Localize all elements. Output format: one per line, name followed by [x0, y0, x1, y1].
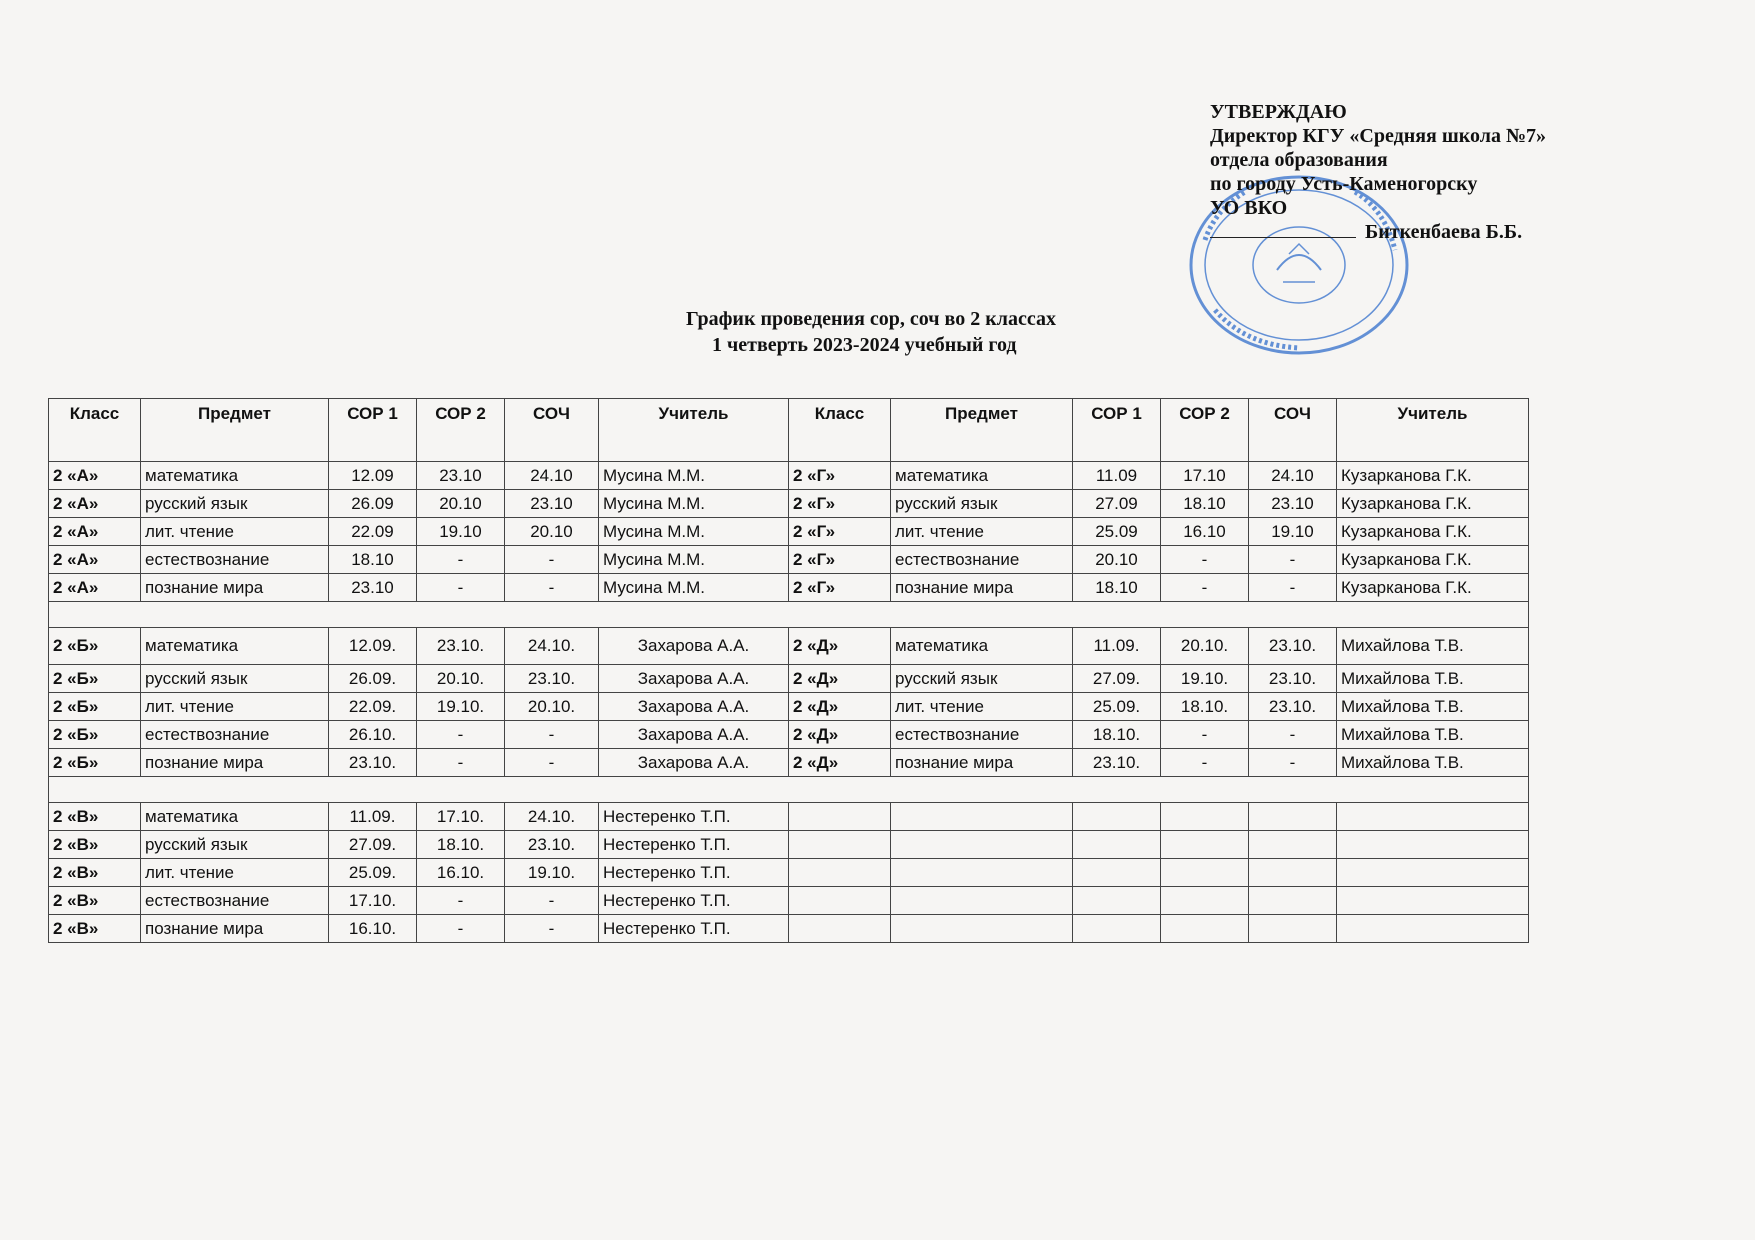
approval-region-line: УО ВКО	[1210, 197, 1288, 219]
col-header-class: Класс	[49, 399, 141, 462]
cell-subject-right: математика	[891, 462, 1073, 490]
cell-teacher-right	[1337, 915, 1529, 943]
cell-class-right: 2 «Д»	[789, 628, 891, 665]
cell-teacher-right	[1337, 831, 1529, 859]
cell-sor1-right: 11.09.	[1073, 628, 1161, 665]
cell-teacher-right: Кузарканова Г.К.	[1337, 574, 1529, 602]
signature-line	[1210, 220, 1730, 244]
cell-sor1-right: 18.10.	[1073, 721, 1161, 749]
cell-subject-right: познание мира	[891, 574, 1073, 602]
cell-class: 2 «В»	[49, 831, 141, 859]
cell-teacher-right	[1337, 859, 1529, 887]
table-row	[49, 721, 1529, 749]
cell-teacher: Мусина М.М.	[599, 490, 789, 518]
cell-class-right: 2 «Д»	[789, 665, 891, 693]
cell-soch: 23.10.	[505, 831, 599, 859]
cell-teacher-right: Кузарканова Г.К.	[1337, 546, 1529, 574]
col-header-teacher: Учитель	[599, 399, 789, 462]
table-row	[49, 693, 1529, 721]
table-row	[49, 628, 1529, 665]
cell-subject-right: лит. чтение	[891, 693, 1073, 721]
cell-class: 2 «А»	[49, 546, 141, 574]
cell-class-right	[789, 859, 891, 887]
cell-soch-right: 23.10	[1249, 490, 1337, 518]
cell-soch-right: 23.10.	[1249, 665, 1337, 693]
cell-subject-right	[891, 887, 1073, 915]
cell-soch-right	[1249, 915, 1337, 943]
cell-soch: -	[505, 721, 599, 749]
table-row	[49, 803, 1529, 831]
cell-subject-right: познание мира	[891, 749, 1073, 777]
cell-teacher: Захарова А.А.	[599, 628, 789, 665]
table-row	[49, 574, 1529, 602]
cell-sor1-right: 25.09	[1073, 518, 1161, 546]
table-row	[49, 546, 1529, 574]
cell-teacher-right: Михайлова Т.В.	[1337, 749, 1529, 777]
cell-teacher-right: Кузарканова Г.К.	[1337, 490, 1529, 518]
cell-sor1: 17.10.	[329, 887, 417, 915]
cell-soch-right	[1249, 803, 1337, 831]
cell-sor2-right: -	[1161, 574, 1249, 602]
approval-director-line: Директор КГУ «Средняя школа №7»	[1210, 125, 1547, 147]
cell-teacher: Захарова А.А.	[599, 665, 789, 693]
title-line-2: 1 четверть 2023-2024 учебный год	[712, 334, 1017, 356]
table-row	[49, 859, 1529, 887]
cell-class-right	[789, 887, 891, 915]
cell-class: 2 «Б»	[49, 721, 141, 749]
cell-teacher: Мусина М.М.	[599, 518, 789, 546]
table-row	[49, 749, 1529, 777]
cell-subject: естествознание	[141, 721, 329, 749]
cell-class: 2 «А»	[49, 490, 141, 518]
cell-class-right	[789, 831, 891, 859]
cell-soch: 24.10.	[505, 628, 599, 665]
cell-sor1-right: 20.10	[1073, 546, 1161, 574]
cell-subject: русский язык	[141, 665, 329, 693]
cell-sor2-right	[1161, 859, 1249, 887]
cell-subject-right: естествознание	[891, 546, 1073, 574]
col-header-sor2-right: СОР 2	[1161, 399, 1249, 462]
cell-subject: лит. чтение	[141, 859, 329, 887]
title-line-1: График проведения сор, соч во 2 классах	[686, 308, 1056, 330]
approval-heading: УТВЕРЖДАЮ	[1210, 101, 1347, 123]
approval-city-line: по городу Усть-Каменогорску	[1210, 173, 1478, 195]
cell-teacher-right	[1337, 803, 1529, 831]
cell-class: 2 «В»	[49, 887, 141, 915]
cell-soch-right: -	[1249, 574, 1337, 602]
cell-class-right	[789, 915, 891, 943]
cell-sor2: -	[417, 574, 505, 602]
cell-sor1: 25.09.	[329, 859, 417, 887]
col-header-subject: Предмет	[141, 399, 329, 462]
cell-subject-right: русский язык	[891, 490, 1073, 518]
cell-subject-right	[891, 803, 1073, 831]
col-header-subject-right: Предмет	[891, 399, 1073, 462]
table-row	[49, 665, 1529, 693]
approval-department-line: отдела образования	[1210, 149, 1388, 171]
cell-sor1: 11.09.	[329, 803, 417, 831]
cell-sor1-right	[1073, 803, 1161, 831]
cell-soch-right: -	[1249, 546, 1337, 574]
cell-subject: русский язык	[141, 490, 329, 518]
cell-subject-right: естествознание	[891, 721, 1073, 749]
cell-sor1: 23.10.	[329, 749, 417, 777]
cell-sor2: -	[417, 749, 505, 777]
cell-soch: 24.10.	[505, 803, 599, 831]
cell-teacher-right: Михайлова Т.В.	[1337, 665, 1529, 693]
cell-sor1-right: 27.09.	[1073, 665, 1161, 693]
table-row	[49, 831, 1529, 859]
cell-soch-right: 23.10.	[1249, 628, 1337, 665]
cell-sor1-right	[1073, 859, 1161, 887]
cell-sor1-right	[1073, 831, 1161, 859]
cell-teacher-right: Кузарканова Г.К.	[1337, 518, 1529, 546]
separator-cell	[49, 777, 1529, 803]
cell-sor2: -	[417, 721, 505, 749]
cell-subject-right: русский язык	[891, 665, 1073, 693]
cell-subject-right	[891, 859, 1073, 887]
cell-teacher-right: Михайлова Т.В.	[1337, 721, 1529, 749]
signature-name: Биткенбаева Б.Б.	[1365, 221, 1523, 243]
cell-sor2: -	[417, 546, 505, 574]
cell-class: 2 «А»	[49, 462, 141, 490]
cell-soch: 23.10	[505, 490, 599, 518]
table-row	[49, 915, 1529, 943]
cell-class: 2 «Б»	[49, 749, 141, 777]
cell-sor2-right: 18.10	[1161, 490, 1249, 518]
cell-subject: математика	[141, 803, 329, 831]
cell-class: 2 «В»	[49, 859, 141, 887]
cell-class: 2 «В»	[49, 915, 141, 943]
cell-sor2: 18.10.	[417, 831, 505, 859]
cell-soch-right	[1249, 887, 1337, 915]
cell-sor1-right: 27.09	[1073, 490, 1161, 518]
cell-soch: 24.10	[505, 462, 599, 490]
cell-sor1: 23.10	[329, 574, 417, 602]
cell-teacher: Мусина М.М.	[599, 546, 789, 574]
cell-sor1: 22.09.	[329, 693, 417, 721]
cell-sor2: -	[417, 887, 505, 915]
cell-sor2: 16.10.	[417, 859, 505, 887]
cell-teacher: Нестеренко Т.П.	[599, 803, 789, 831]
table-row	[49, 490, 1529, 518]
cell-soch-right: 23.10.	[1249, 693, 1337, 721]
cell-subject-right	[891, 831, 1073, 859]
cell-teacher: Мусина М.М.	[599, 574, 789, 602]
cell-sor1-right	[1073, 887, 1161, 915]
cell-sor2: 20.10.	[417, 665, 505, 693]
cell-teacher: Захарова А.А.	[599, 749, 789, 777]
cell-sor2: 20.10	[417, 490, 505, 518]
cell-sor2-right: 17.10	[1161, 462, 1249, 490]
cell-subject: математика	[141, 462, 329, 490]
cell-subject-right: лит. чтение	[891, 518, 1073, 546]
cell-sor2: -	[417, 915, 505, 943]
cell-subject: естествознание	[141, 887, 329, 915]
col-header-sor1-right: СОР 1	[1073, 399, 1161, 462]
cell-sor2-right: 20.10.	[1161, 628, 1249, 665]
cell-class-right: 2 «Г»	[789, 462, 891, 490]
cell-teacher: Мусина М.М.	[599, 462, 789, 490]
cell-sor2-right: 16.10	[1161, 518, 1249, 546]
cell-sor1-right	[1073, 915, 1161, 943]
table-row	[49, 462, 1529, 490]
separator-cell	[49, 602, 1529, 628]
cell-class: 2 «А»	[49, 574, 141, 602]
approval-block	[1210, 100, 1730, 244]
cell-soch: 20.10	[505, 518, 599, 546]
table-row	[49, 518, 1529, 546]
cell-sor2: 17.10.	[417, 803, 505, 831]
cell-class-right: 2 «Г»	[789, 574, 891, 602]
cell-teacher: Захарова А.А.	[599, 693, 789, 721]
schedule-table	[48, 398, 1529, 943]
cell-subject: познание мира	[141, 915, 329, 943]
cell-soch-right: 24.10	[1249, 462, 1337, 490]
cell-sor2-right: 18.10.	[1161, 693, 1249, 721]
document-title	[560, 306, 1260, 358]
cell-sor2-right: 19.10.	[1161, 665, 1249, 693]
cell-sor2-right: -	[1161, 721, 1249, 749]
cell-teacher: Нестеренко Т.П.	[599, 859, 789, 887]
cell-class-right: 2 «Г»	[789, 490, 891, 518]
col-header-sor2: СОР 2	[417, 399, 505, 462]
cell-soch-right	[1249, 831, 1337, 859]
cell-sor2-right	[1161, 803, 1249, 831]
cell-teacher: Нестеренко Т.П.	[599, 831, 789, 859]
cell-soch-right: -	[1249, 749, 1337, 777]
cell-soch: -	[505, 915, 599, 943]
cell-subject: естествознание	[141, 546, 329, 574]
group-separator-row	[49, 777, 1529, 803]
cell-sor1: 26.10.	[329, 721, 417, 749]
cell-soch-right: -	[1249, 721, 1337, 749]
cell-soch-right	[1249, 859, 1337, 887]
cell-teacher-right: Михайлова Т.В.	[1337, 628, 1529, 665]
cell-class-right: 2 «Г»	[789, 546, 891, 574]
cell-soch-right: 19.10	[1249, 518, 1337, 546]
cell-sor1: 12.09	[329, 462, 417, 490]
cell-soch: -	[505, 887, 599, 915]
cell-sor2-right	[1161, 915, 1249, 943]
cell-subject: математика	[141, 628, 329, 665]
cell-class: 2 «Б»	[49, 628, 141, 665]
cell-sor1: 26.09	[329, 490, 417, 518]
cell-sor1-right: 11.09	[1073, 462, 1161, 490]
cell-teacher-right	[1337, 887, 1529, 915]
cell-class: 2 «А»	[49, 518, 141, 546]
cell-soch: -	[505, 546, 599, 574]
col-header-soch-right: СОЧ	[1249, 399, 1337, 462]
cell-sor1: 22.09	[329, 518, 417, 546]
cell-teacher: Нестеренко Т.П.	[599, 887, 789, 915]
header-row	[49, 399, 1529, 462]
cell-soch: 19.10.	[505, 859, 599, 887]
cell-class-right: 2 «Д»	[789, 693, 891, 721]
col-header-soch: СОЧ	[505, 399, 599, 462]
cell-subject: лит. чтение	[141, 693, 329, 721]
cell-teacher: Нестеренко Т.П.	[599, 915, 789, 943]
cell-subject: лит. чтение	[141, 518, 329, 546]
cell-soch: 23.10.	[505, 665, 599, 693]
cell-soch: 20.10.	[505, 693, 599, 721]
cell-class-right: 2 «Г»	[789, 518, 891, 546]
cell-teacher-right: Михайлова Т.В.	[1337, 693, 1529, 721]
cell-subject: познание мира	[141, 749, 329, 777]
cell-sor2-right	[1161, 831, 1249, 859]
cell-teacher-right: Кузарканова Г.К.	[1337, 462, 1529, 490]
cell-sor1: 18.10	[329, 546, 417, 574]
cell-sor1: 12.09.	[329, 628, 417, 665]
cell-class: 2 «Б»	[49, 665, 141, 693]
cell-sor2-right: -	[1161, 749, 1249, 777]
table-row	[49, 887, 1529, 915]
col-header-teacher-right: Учитель	[1337, 399, 1529, 462]
cell-subject-right	[891, 915, 1073, 943]
cell-sor1: 16.10.	[329, 915, 417, 943]
cell-sor1: 27.09.	[329, 831, 417, 859]
cell-soch: -	[505, 749, 599, 777]
cell-teacher: Захарова А.А.	[599, 721, 789, 749]
cell-sor2: 23.10	[417, 462, 505, 490]
cell-sor1-right: 25.09.	[1073, 693, 1161, 721]
cell-class: 2 «В»	[49, 803, 141, 831]
col-header-class-right: Класс	[789, 399, 891, 462]
cell-class-right	[789, 803, 891, 831]
cell-class-right: 2 «Д»	[789, 749, 891, 777]
cell-subject: познание мира	[141, 574, 329, 602]
cell-sor2: 23.10.	[417, 628, 505, 665]
cell-sor1-right: 18.10	[1073, 574, 1161, 602]
cell-sor1: 26.09.	[329, 665, 417, 693]
cell-class: 2 «Б»	[49, 693, 141, 721]
cell-sor2-right: -	[1161, 546, 1249, 574]
cell-sor2-right	[1161, 887, 1249, 915]
cell-sor1-right: 23.10.	[1073, 749, 1161, 777]
cell-subject-right: математика	[891, 628, 1073, 665]
cell-class-right: 2 «Д»	[789, 721, 891, 749]
signature-blank	[1210, 223, 1356, 238]
group-separator-row	[49, 602, 1529, 628]
col-header-sor1: СОР 1	[329, 399, 417, 462]
cell-sor2: 19.10.	[417, 693, 505, 721]
cell-soch: -	[505, 574, 599, 602]
cell-subject: русский язык	[141, 831, 329, 859]
cell-sor2: 19.10	[417, 518, 505, 546]
